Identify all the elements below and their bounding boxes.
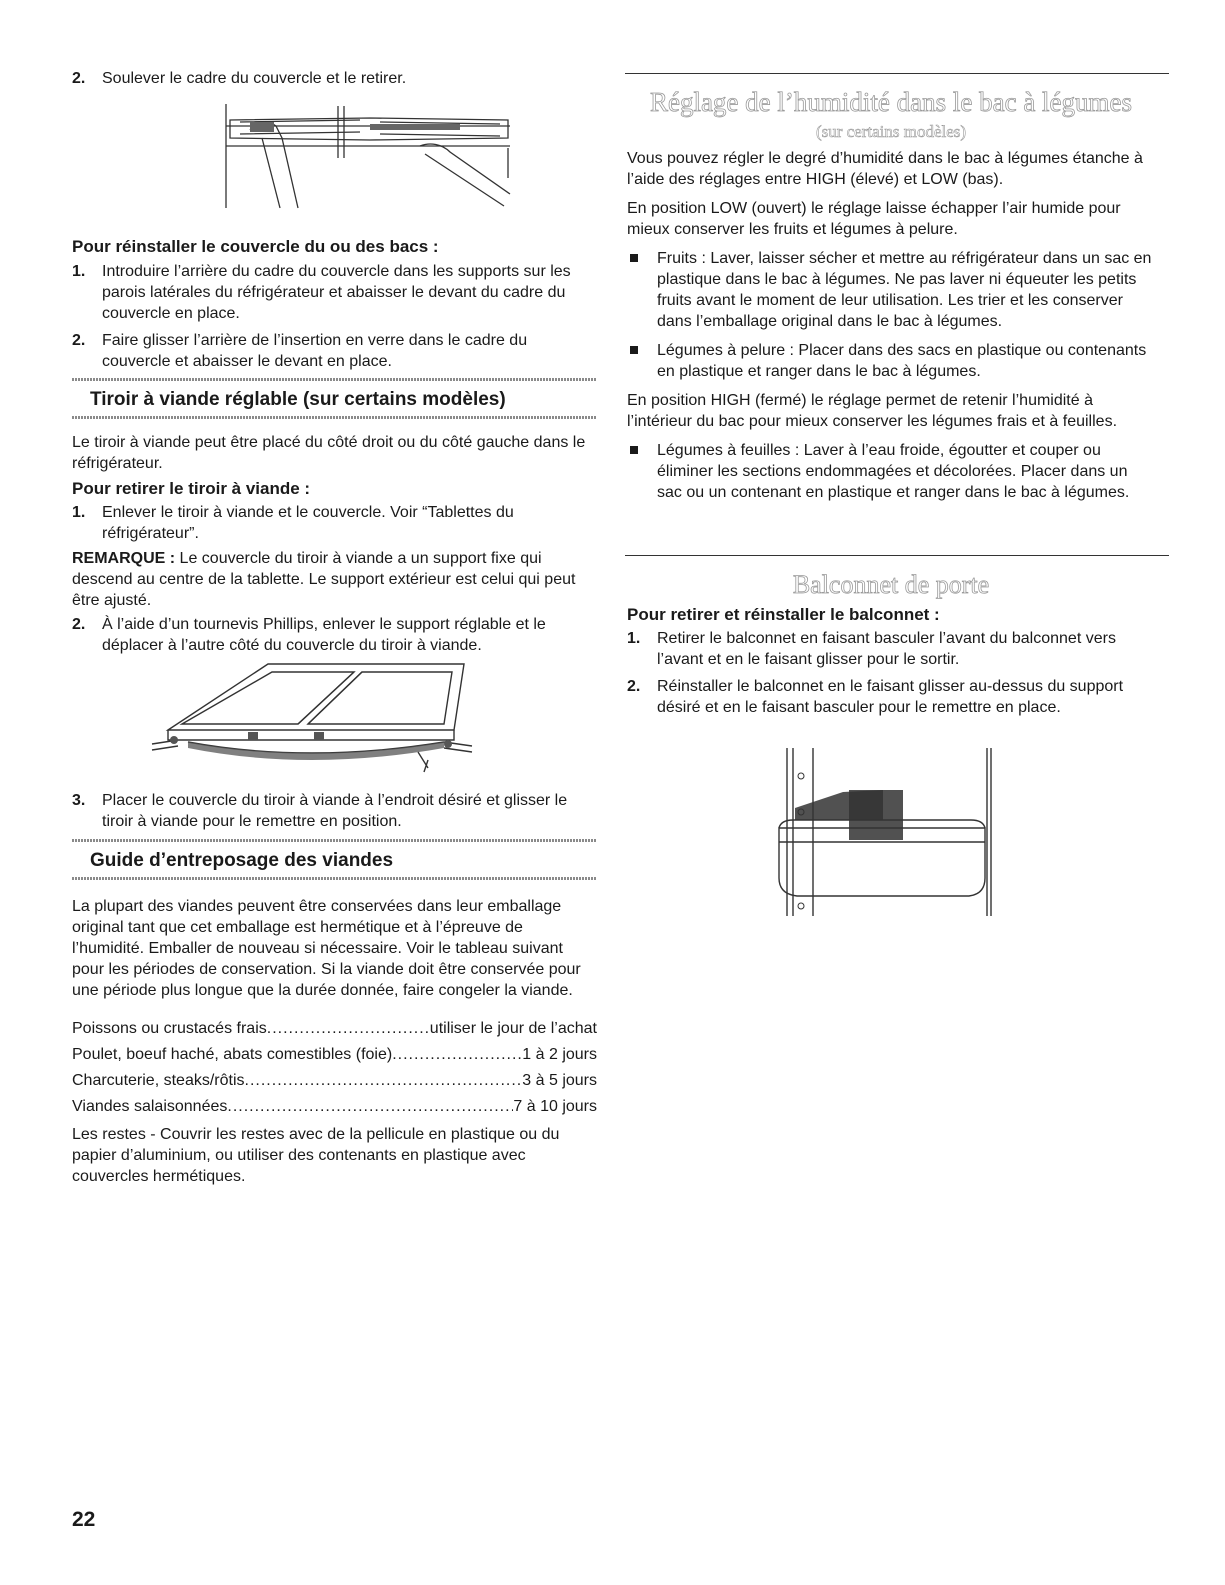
- step-text: À l’aide d’un tournevis Phillips, enlever le support réglable et le déplacer à l’autre côté du couvercle du tiroir à viande.: [102, 616, 546, 654]
- divider: [72, 416, 597, 419]
- remove-drawer-steps: [72, 502, 597, 550]
- bullet-icon: [630, 346, 638, 354]
- remove-lid-step: [72, 68, 597, 95]
- step-number: 1.: [627, 630, 641, 647]
- door-bin-illustration: [773, 748, 1003, 920]
- low-setting-list: [627, 248, 1155, 382]
- food-cell: Viandes salaisonnées: [72, 1098, 228, 1115]
- storage-table: [72, 1018, 597, 1122]
- leader-dots: [245, 1070, 523, 1091]
- high-setting-list: [627, 440, 1155, 503]
- crisper-cover-illustration: [220, 98, 520, 216]
- remove-drawer-step-2: [72, 614, 597, 662]
- step-text: Faire glisser l’arrière de l’insertion en verre dans le cadre du couvercle et abaisser le devant en place.: [102, 332, 528, 370]
- step-number: 2.: [627, 678, 641, 695]
- table-row: [72, 1096, 597, 1117]
- step-number: 1.: [72, 504, 86, 521]
- duration-cell: 7 à 10 jours: [513, 1098, 597, 1115]
- step-text: Réinstaller le balconnet en le faisant glisser au-dessus du support désiré et en le faisant basculer pour le remettre en place.: [657, 678, 1124, 716]
- note-label: REMARQUE :: [72, 550, 176, 567]
- meat-guide-section-header: [72, 839, 597, 881]
- bullet-text: Légumes à pelure : Placer dans des sacs en plastique ou contenants en plastique et ranger dans le bac à légumes.: [657, 342, 1147, 380]
- door-bin-section-title: Balconnet de porte: [792, 570, 990, 599]
- divider: [625, 73, 1169, 74]
- leader-dots: [227, 1096, 513, 1117]
- remove-drawer-heading: Pour retirer le tiroir à viande :: [72, 479, 311, 498]
- list-item: [72, 68, 597, 89]
- step-number: 3.: [72, 792, 86, 809]
- door-bin-heading: Pour retirer et réinstaller le balconnet :: [627, 605, 940, 624]
- duration-cell: 3 à 5 jours: [522, 1072, 597, 1089]
- duration-cell: 1 à 2 jours: [522, 1046, 597, 1063]
- section-title: Tiroir à viande réglable (sur certains modèles): [90, 389, 506, 410]
- list-item: [627, 628, 1155, 670]
- note-paragraph: [72, 548, 597, 611]
- meat-drawer-intro: Le tiroir à viande peut être placé du côté droit ou du côté gauche dans le réfrigérateur.: [72, 434, 586, 472]
- list-item: [627, 676, 1155, 718]
- meat-drawer-section-header: [72, 378, 597, 420]
- list-item: [72, 502, 597, 544]
- food-cell: Poulet, boeuf haché, abats comestibles (foie): [72, 1046, 393, 1063]
- food-cell: Charcuterie, steaks/rôtis: [72, 1072, 245, 1089]
- list-item: [627, 340, 1155, 382]
- step-number: 2.: [72, 332, 86, 349]
- reinstall-steps: [72, 261, 597, 378]
- humidity-section-subtitle: (sur certains modèles): [815, 122, 967, 141]
- list-item: [72, 330, 597, 372]
- table-row: [72, 1044, 597, 1065]
- list-item: [72, 614, 597, 656]
- bullet-icon: [630, 254, 638, 262]
- leader-dots: [392, 1044, 522, 1065]
- humidity-section-title: Réglage de l’humidité dans le bac à légumes: [649, 87, 1133, 117]
- reinstall-lid-heading: Pour réinstaller le couvercle du ou des bacs :: [72, 237, 439, 256]
- food-cell: Poissons ou crustacés frais: [72, 1020, 267, 1037]
- bullet-text: Légumes à feuilles : Laver à l’eau froide, égoutter et couper ou éliminer les sections endommagées et décolorées. Placer dans un sac ou un contenant en plastique et ranger dans le bac à légumes.: [657, 442, 1130, 501]
- step-number: 1.: [72, 263, 86, 280]
- list-item: [72, 261, 597, 324]
- step-number: 2.: [72, 70, 86, 87]
- note-text: Le couvercle du tiroir à viande a un support fixe qui descend au centre de la tablette. Le support extérieur est celui qui peut être ajusté.: [72, 550, 576, 609]
- step-text: Enlever le tiroir à viande et le couvercle. Voir “Tablettes du réfrigérateur”.: [102, 504, 514, 542]
- list-item: [72, 790, 597, 832]
- step-text: Placer le couvercle du tiroir à viande à l’endroit désiré et glisser le tiroir à viande pour le remettre en position.: [102, 792, 568, 830]
- list-item: [627, 440, 1155, 503]
- meat-drawer-cover-illustration: [148, 660, 478, 778]
- list-item: [627, 248, 1155, 332]
- divider: [72, 877, 597, 880]
- bullet-icon: [630, 446, 638, 454]
- humidity-low-paragraph: En position LOW (ouvert) le réglage laisse échapper l’air humide pour mieux conserver les fruits et légumes à pelure.: [627, 200, 1121, 238]
- page-number: 22: [72, 1508, 96, 1531]
- duration-cell: utiliser le jour de l’achat: [429, 1020, 597, 1037]
- step-text: Introduire l’arrière du cadre du couvercle dans les supports sur les parois latérales du réfrigérateur et abaisser le devant du cadre du couvercle en place.: [102, 263, 571, 322]
- humidity-intro: Vous pouvez régler le degré d’humidité dans le bac à légumes étanche à l’aide des réglages entre HIGH (élevé) et LOW (bas).: [627, 150, 1143, 188]
- door-bin-steps: [627, 628, 1155, 724]
- bullet-text: Fruits : Laver, laisser sécher et mettre au réfrigérateur dans un sac en plastique dans le bac à légumes. Ne pas laver ni équeuter les petits fruits avant le moment de leur utilisation. Les trier et les conserver dans l’emballage original dans le bac à légumes.: [657, 250, 1152, 330]
- divider: [72, 378, 597, 381]
- meat-guide-intro: La plupart des viandes peuvent être conservées dans leur emballage original tant que cet emballage est hermétique et à l’épreuve de l’humidité. Emballer de nouveau si nécessaire. Voir le tableau suivant pour les périodes de conservation. Si la viande doit être conservée pour une période plus longue que la durée donnée, faire congeler la viande.: [72, 898, 581, 999]
- step-text: Soulever le cadre du couvercle et le retirer.: [102, 70, 407, 87]
- divider: [72, 839, 597, 842]
- table-row: [72, 1018, 597, 1039]
- step-text: Retirer le balconnet en faisant basculer l’avant du balconnet vers l’avant et en le faisant glisser pour le sortir.: [657, 630, 1116, 668]
- leader-dots: [267, 1018, 430, 1039]
- step-number: 2.: [72, 616, 86, 633]
- leftovers-paragraph: Les restes - Couvrir les restes avec de la pellicule en plastique ou du papier d’aluminium, ou utiliser des contenants en plastique avec couvercles hermétiques.: [72, 1126, 560, 1185]
- replace-drawer-steps: [72, 790, 597, 838]
- humidity-high-paragraph: En position HIGH (fermé) le réglage permet de retenir l’humidité à l’intérieur du bac pour mieux conserver les légumes frais et à feuilles.: [627, 392, 1118, 430]
- section-title: Guide d’entreposage des viandes: [90, 850, 394, 871]
- divider: [625, 555, 1169, 556]
- table-row: [72, 1070, 597, 1091]
